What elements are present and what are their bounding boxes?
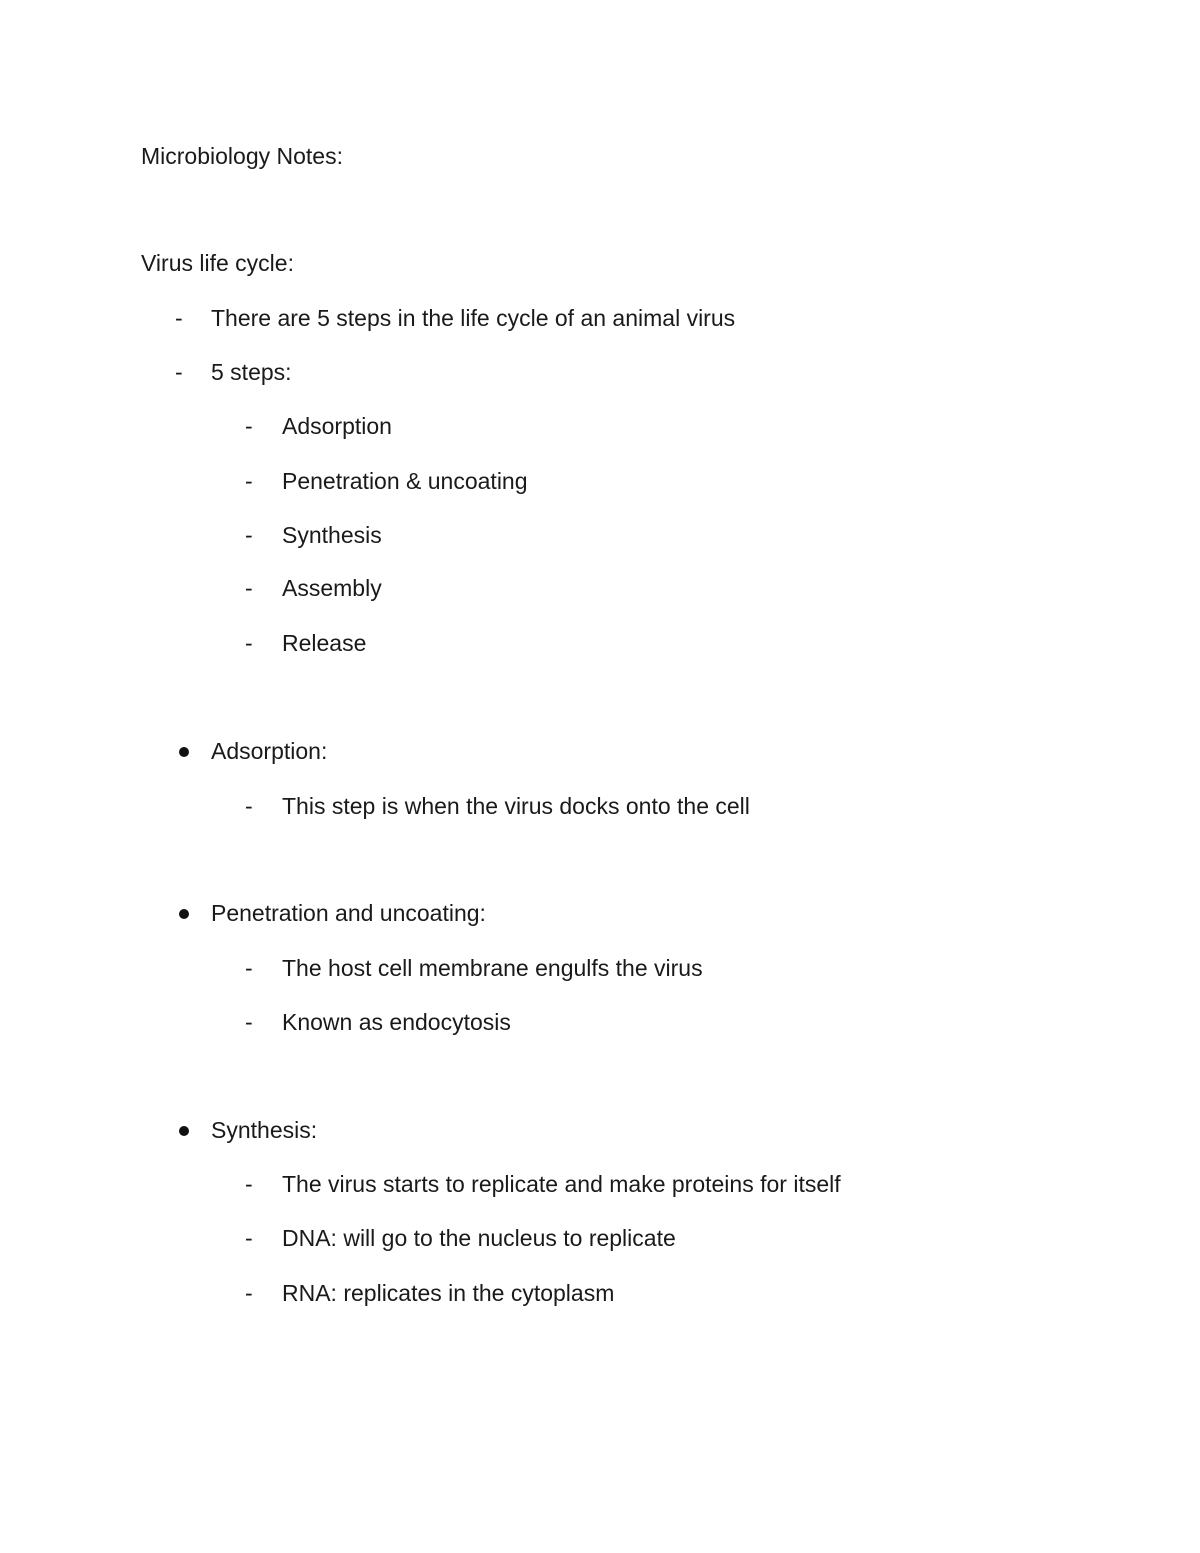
penetration-point: The host cell membrane engulfs the virus [282,955,703,981]
step-item: Adsorption [282,413,392,439]
section-heading: Virus life cycle: [141,250,294,276]
dash-marker: - [245,1171,253,1197]
step-item: Assembly [282,575,382,601]
synthesis-heading: Synthesis: [211,1117,318,1143]
dash-marker: - [245,575,253,601]
dash-marker: - [245,630,253,656]
document-title: Microbiology Notes: [141,143,343,169]
penetration-point: Known as endocytosis [282,1009,511,1035]
dash-marker: - [175,305,183,331]
synthesis-point: DNA: will go to the nucleus to replicate [282,1225,676,1251]
dash-marker: - [245,955,253,981]
adsorption-heading: Adsorption: [211,738,328,764]
dash-marker: - [245,793,253,819]
penetration-heading: Penetration and uncoating: [211,900,486,926]
intro-item: There are 5 steps in the life cycle of an animal virus [211,305,736,331]
adsorption-point: This step is when the virus docks onto the cell [282,793,750,819]
dash-marker: - [245,1009,253,1035]
dash-marker: - [245,468,253,494]
synthesis-point: The virus starts to replicate and make proteins for itself [282,1171,841,1197]
bullet-icon [179,1126,189,1136]
synthesis-point: RNA: replicates in the cytoplasm [282,1280,615,1306]
dash-marker: - [245,1280,253,1306]
step-item: Penetration & uncoating [282,468,528,494]
step-item: Synthesis [282,522,382,548]
dash-marker: - [175,359,183,385]
bullet-icon [179,747,189,757]
dash-marker: - [245,1225,253,1251]
dash-marker: - [245,522,253,548]
intro-item: 5 steps: [211,359,292,385]
step-item: Release [282,630,367,656]
dash-marker: - [245,413,253,439]
bullet-icon [179,909,189,919]
